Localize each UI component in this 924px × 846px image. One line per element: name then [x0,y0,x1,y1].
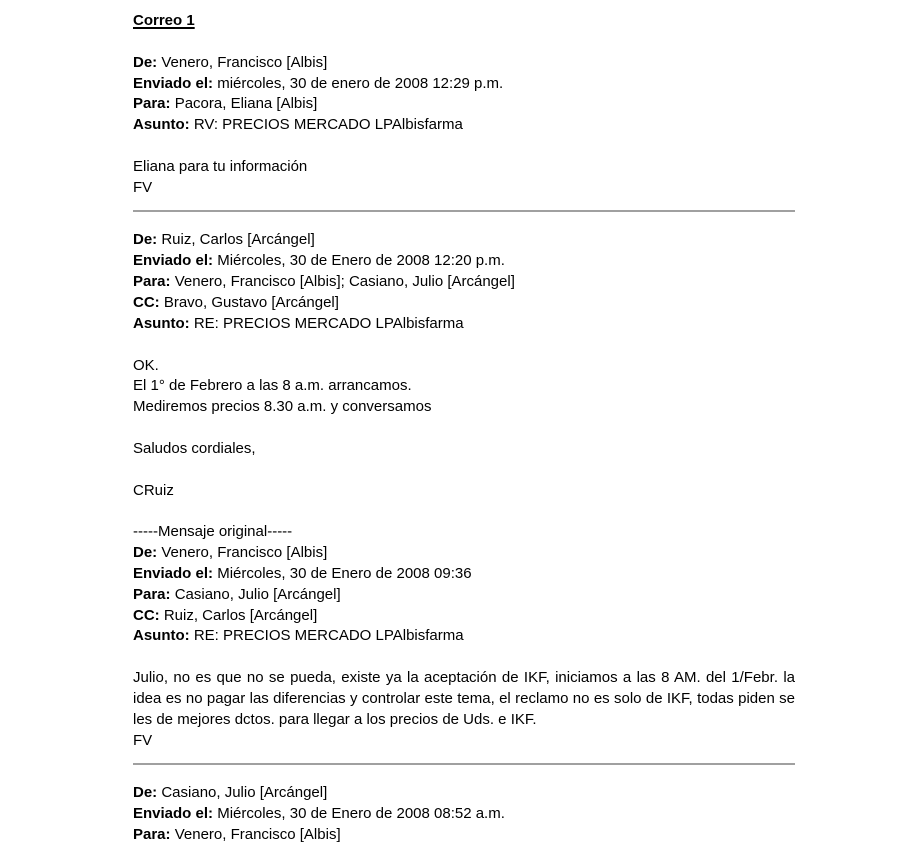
to-value: Venero, Francisco [Albis] [174,826,341,844]
email2-header-to [133,272,795,293]
document-title: Correo 1 [133,12,195,29]
email2-body-line: OK. [133,356,159,374]
email2-header-from [133,230,795,251]
from-label: De: [133,544,158,562]
cc-value: Bravo, Gustavo [Arcángel] [163,293,339,311]
from-value: Ruiz, Carlos [Arcángel] [161,231,315,249]
sent-label: Enviado el: [133,564,214,582]
spacer [133,647,795,668]
cc-value: Ruiz, Carlos [Arcángel] [163,606,318,624]
separator-line [133,763,795,784]
subject-label: Asunto: [133,116,190,134]
spacer [133,136,795,157]
subject-label: Asunto: [133,314,190,332]
subject-value: RE: PRECIOS MERCADO LPAlbisfarma [193,314,464,332]
email1-header-sent [133,74,795,95]
email4-header-from [133,783,795,804]
document-title-line [133,11,795,32]
email1-header-subject [133,115,795,136]
email1-header-from [133,53,795,74]
email-document [133,11,795,846]
sent-label: Enviado el: [133,74,214,92]
email2-header-subject [133,314,795,335]
cc-label: CC: [133,606,160,624]
from-value: Venero, Francisco [Albis] [161,544,328,562]
email1-header-to [133,94,795,115]
email3-header-cc [133,606,795,627]
email2-closing: Saludos cordiales, [133,439,256,457]
original-message-marker: -----Mensaje original----- [133,523,293,541]
from-label: De: [133,231,158,249]
email3-header-to [133,585,795,606]
email4-header-sent [133,804,795,825]
email1-signature: FV [133,178,153,196]
email3-body-paragraph: Julio, no es que no se pueda, existe ya la aceptación de IKF, iniciamos a las 8 AM. del 1/Febr. la idea es no pagar las diferencias y controlar este tema, el reclamo no es solo de IKF, todas piden se les de mejores dctos. para llegar a los precios de Uds. e IKF. [133,669,795,728]
email4-header-to [133,825,795,846]
email3-signature: FV [133,731,153,749]
email3-header-sent [133,564,795,585]
to-value: Pacora, Eliana [Albis] [174,95,318,113]
to-value: Casiano, Julio [Arcángel] [174,585,341,603]
sent-label: Enviado el: [133,252,214,270]
to-label: Para: [133,273,171,291]
spacer [133,460,795,481]
from-value: Casiano, Julio [Arcángel] [161,784,328,802]
subject-value: RE: PRECIOS MERCADO LPAlbisfarma [193,627,464,645]
spacer [133,501,795,522]
from-label: De: [133,53,158,71]
sent-value: Miércoles, 30 de Enero de 2008 08:52 a.m. [217,805,505,823]
email2-body-line: Mediremos precios 8.30 a.m. y conversamos [133,398,432,416]
to-label: Para: [133,585,171,603]
from-value: Venero, Francisco [Albis] [161,53,328,71]
email2-body-line: El 1° de Febrero a las 8 a.m. arrancamos. [133,377,412,395]
separator-rule [133,763,795,765]
email1-body-line: Eliana para tu información [133,157,308,175]
spacer [133,418,795,439]
spacer [133,335,795,356]
from-label: De: [133,784,158,802]
sent-value: Miércoles, 30 de Enero de 2008 12:20 p.m. [217,252,505,270]
email3-header-from [133,543,795,564]
email3-header-subject [133,626,795,647]
email2-header-cc [133,293,795,314]
separator-rule [133,210,795,212]
sent-label: Enviado el: [133,805,214,823]
to-label: Para: [133,826,171,844]
sent-value: Miércoles, 30 de Enero de 2008 09:36 [217,564,472,582]
subject-value: RV: PRECIOS MERCADO LPAlbisfarma [193,116,463,134]
spacer [133,32,795,53]
email2-header-sent [133,251,795,272]
sent-value: miércoles, 30 de enero de 2008 12:29 p.m. [217,74,504,92]
subject-label: Asunto: [133,627,190,645]
separator-line [133,210,795,231]
cc-label: CC: [133,293,160,311]
to-value: Venero, Francisco [Albis]; Casiano, Julio [Arcángel] [174,273,515,291]
to-label: Para: [133,95,171,113]
email2-signature: CRuiz [133,481,174,499]
